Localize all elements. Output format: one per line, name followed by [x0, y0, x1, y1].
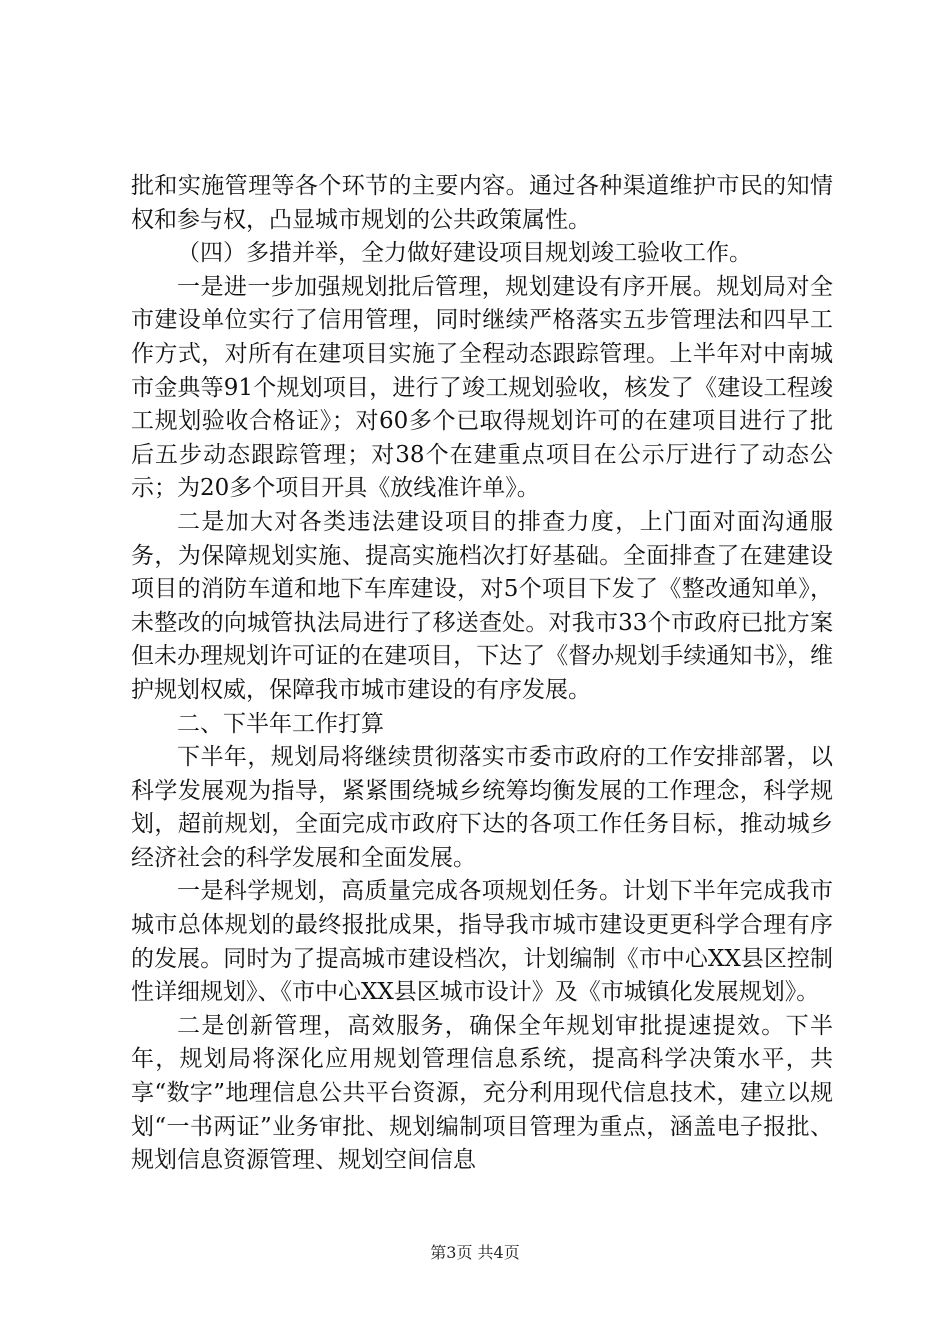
paragraph-innovative-management: 二是创新管理，高效服务，确保全年规划审批提速提效。下半年，规划局将深化应用规划管理信息系统，提高科学决策水平，共享“数字”地理信息公共平台资源，充分利用现代信息技术，建立以规划“一书两证”业务审批、规划编制项目管理为重点，涵盖电子报批、规划信息资源管理、规划空间信息 [131, 1012, 833, 1174]
paragraph-continued: 批和实施管理等各个环节的主要内容。通过各种渠道维护市民的知情权和参与权，凸显城市规划的公共政策属性。 [131, 173, 833, 233]
section-heading-second-half-plan: 二、下半年工作打算 [177, 710, 384, 737]
paragraph-illegal-construction-check: 二是加大对各类违法建设项目的排查力度，上门面对面沟通服务，为保障规划实施、提高实施档次打好基础。全面排查了在建建设项目的消防车道和地下车库建设，对5个项目下发了《整改通知单》，未整改的向城管执法局进行了移送查处。对我市33个市政府已批方案但未办理规划许可证的在建项目，下达了《督办规划手续通知书》，维护规划权威，保障我市城市建设的有序发展。 [131, 508, 833, 703]
document-body [131, 170, 833, 1178]
paragraph-second-half-overview: 下半年，规划局将继续贯彻落实市委市政府的工作安排部署，以科学发展观为指导，紧紧围绕城乡统筹均衡发展的工作理念，科学规划，超前规划，全面完成市政府下达的各项工作任务目标，推动城乡经济社会的科学发展和全面发展。 [131, 744, 833, 871]
page-footer: 第3页 共4页 [430, 1243, 520, 1262]
paragraph-post-approval-management: 一是进一步加强规划批后管理，规划建设有序开展。规划局对全市建设单位实行了信用管理，同时继续严格落实五步管理法和四早工作方式，对所有在建项目实施了全程动态跟踪管理。上半年对中南城市金典等91个规划项目，进行了竣工规划验收，核发了《建设工程竣工规划验收合格证》；对60多个已取得规划许可的在建项目进行了批后五步动态跟踪管理；对38个在建重点项目在公示厅进行了动态公示；为20多个项目开具《放线准许单》。 [131, 273, 833, 502]
section-heading-4: （四）多措并举，全力做好建设项目规划竣工验收工作。 [177, 240, 752, 267]
paragraph-scientific-planning: 一是科学规划，高质量完成各项规划任务。计划下半年完成我市城市总体规划的最终报批成果，指导我市城市建设更更科学合理有序的发展。同时为了提高城市建设档次，计划编制《市中心XX县区控制性详细规划》、《市中心XX县区城市设计》及《市城镇化发展规划》。 [131, 878, 833, 1006]
